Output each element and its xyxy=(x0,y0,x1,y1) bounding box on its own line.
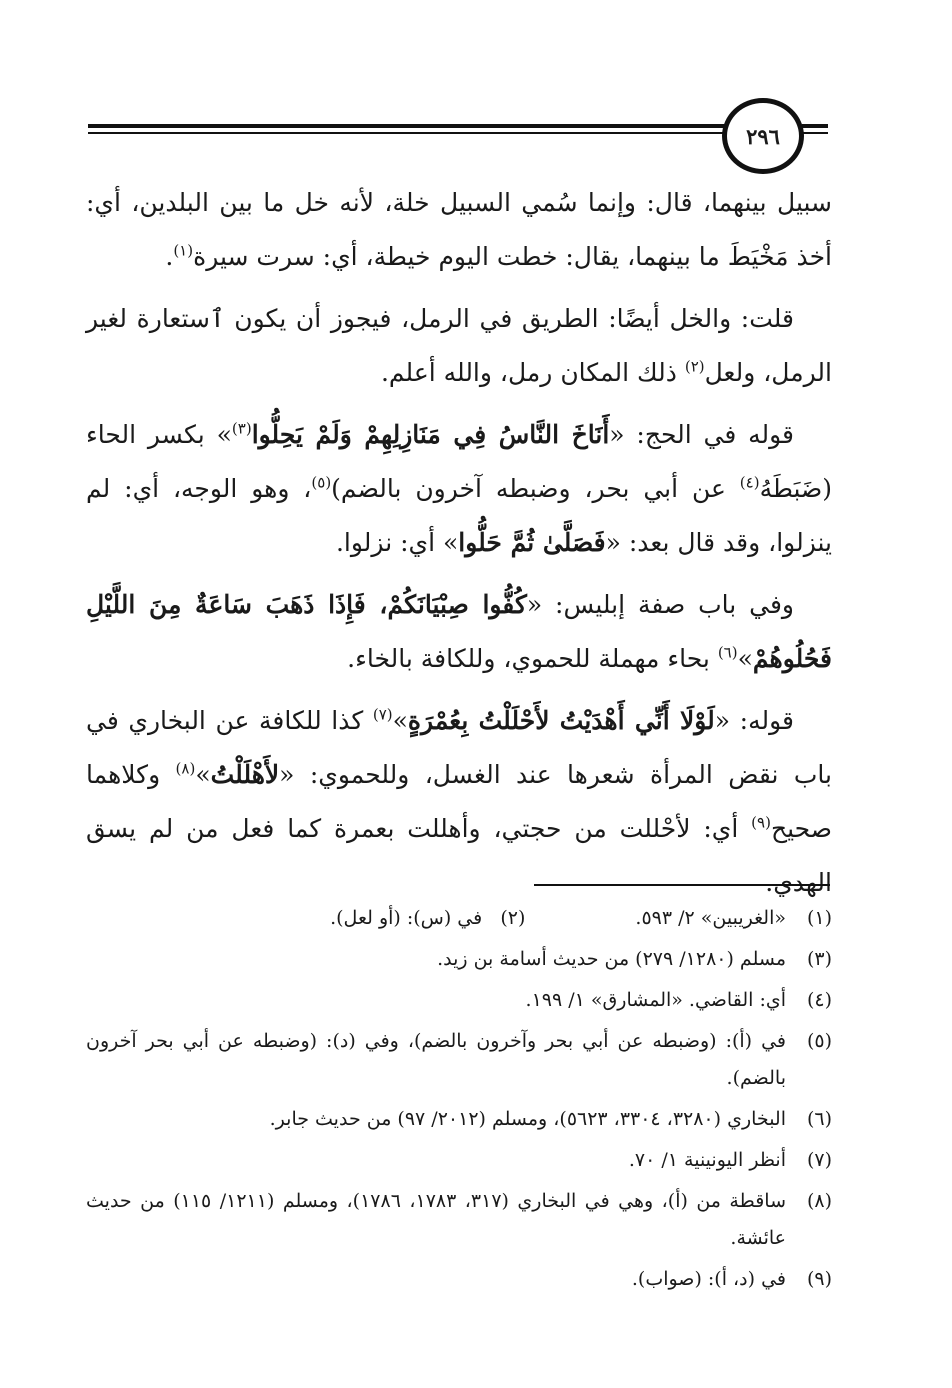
footnote-5 xyxy=(86,1023,832,1097)
footnote-number: (٣) xyxy=(806,948,832,970)
footnote-number: (٧) xyxy=(806,1149,832,1171)
footnote-ref[interactable]: (٢) xyxy=(684,357,705,376)
footnote-ref[interactable]: (٦) xyxy=(717,643,738,662)
paragraph-5: قوله: «لَوْلَا أَنِّي أَهْدَيْتُ لأَحْلَلْتُ بِعُمْرَةٍ»$^{(٧)}$ كذا للكافة عن البخاري في باب نقض المرأة شعرها عند الغسل، وللحموي: «لأَهْلَلْتُ»$^{(٨)}$ وكلاهما صحيح$^{(٩)}$ أي: لأحْللت من حجتي، وأهللت بعمرة كما فعل من لم يسق الهدي. xyxy=(86,705,832,897)
footnote-8 xyxy=(86,1183,832,1257)
hadith-quote: فَصَلَّىٰ ثُمَّ حَلُّوا xyxy=(458,528,606,557)
paragraph-2: قلت: والخل أيضًا: الطريق في الرمل، فيجوز أن يكون ٱستعارة لغير الرمل، ولعل$^{(٢)}$ ذلك المكان رمل، والله أعلم. xyxy=(86,304,832,387)
header-rule-thin xyxy=(88,132,728,134)
hadith-quote: أَنَاخَ النَّاسُ فِي مَنَازِلِهِمْ وَلَمْ يَحِلُّوا xyxy=(251,420,610,449)
footnote-7 xyxy=(86,1142,832,1179)
footnote-ref[interactable]: (٥) xyxy=(311,473,332,492)
hadith-quote: لأَهْلَلْتُ xyxy=(210,760,280,789)
footnote-ref[interactable]: (١) xyxy=(173,241,194,260)
footnote-ref[interactable]: (٧) xyxy=(372,705,393,724)
footnote-ref[interactable]: (٩) xyxy=(751,813,771,832)
footnote-text: البخاري (٣٢٨٠، ٣٣٠٤، ٥٦٢٣)، ومسلم (٢٠١٢/ ٩٧) من حديث جابر. xyxy=(269,1108,786,1130)
footnotes xyxy=(86,900,832,1302)
footnote-1-2 xyxy=(86,900,832,937)
footnote-4 xyxy=(86,982,832,1019)
footnote-ref[interactable]: (٣) xyxy=(231,419,252,438)
header-rule-stub-thin xyxy=(802,132,828,134)
footnote-text: مسلم (١٢٨٠/ ٢٧٩) من حديث أسامة بن زيد. xyxy=(437,948,786,970)
footnote-number: (٩) xyxy=(806,1268,832,1290)
header-rule-thick xyxy=(88,124,728,128)
paragraph-3: قوله في الحج: «أَنَاخَ النَّاسُ فِي مَنَازِلِهِمْ وَلَمْ يَحِلُّوا$^{(٣)}$» بكسر الحاء (ضَبَطَهُ$^{(٤)}$ عن أبي بحر، وضبطه آخرون بالضم)$^{(٥)}$، وهو الوجه، أي: لم ينزلوا، وقد قال بعد: «فَصَلَّىٰ ثُمَّ حَلُّوا» أي: نزلوا. xyxy=(86,419,832,557)
paragraph-4: وفي باب صفة إبليس: «كُفُّوا صِبْيَانَكُمْ، فَإِذَا ذَهَبَ سَاعَةٌ مِنَ اللَّيْلِ فَحُلُوهُمْ»$^{(٦)}$ بحاء مهملة للحموي، وللكافة بالخاء. xyxy=(86,590,832,673)
footnote-text: أنظر اليونينية ١/ ٧٠. xyxy=(628,1149,786,1171)
footnote-number: (٢) xyxy=(500,907,526,929)
hadith-quote: لَوْلَا أَنِّي أَهْدَيْتُ لأَحْلَلْتُ بِعُمْرَةٍ xyxy=(407,706,715,735)
footnote-number: (٤) xyxy=(806,989,832,1011)
footnote-9 xyxy=(86,1261,832,1298)
footnote-6 xyxy=(86,1101,832,1138)
footnote-text: في (أ): (وضبطه عن أبي بحر وآخرون بالضم)، وفي (د): (وضبطه عن أبي بحر آخرون بالضم). xyxy=(86,1030,786,1089)
footnote-number: (٨) xyxy=(806,1190,832,1212)
footnote-ref[interactable]: (٨) xyxy=(175,759,196,778)
footnote-text: «الغريبين» ٢/ ٥٩٣. xyxy=(635,907,786,929)
footnote-number: (٥) xyxy=(806,1030,832,1052)
footnote-3 xyxy=(86,941,832,978)
footnote-number: (٦) xyxy=(806,1108,832,1130)
page-header xyxy=(0,98,952,188)
hadith-quote: كُفُّوا صِبْيَانَكُمْ، فَإِذَا ذَهَبَ سَاعَةٌ مِنَ اللَّيْلِ فَحُلُوهُمْ xyxy=(86,590,832,673)
header-rule-stub-thick xyxy=(802,124,828,128)
footnote-text: في (د، أ): (صواب). xyxy=(631,1268,786,1290)
main-text xyxy=(86,176,832,918)
footnote-number: (١) xyxy=(806,907,832,929)
paragraph-1: سبيل بينهما، قال: وإنما سُمي السبيل خلة، لأنه خل ما بين البلدين، أي: أخذ مَخْيَطَ ما بينهما، يقال: خطت اليوم خيطة، أي: سرت سيرة$^{(١)}$. xyxy=(86,188,832,271)
footnote-text: في (س): (أو لعل). xyxy=(330,907,483,929)
footnote-text: ساقطة من (أ)، وهي في البخاري (٣١٧، ١٧٨٣، ١٧٨٦)، ومسلم (١٢١١/ ١١٥) من حديث عائشة. xyxy=(86,1190,786,1249)
footnote-ref[interactable]: (٤) xyxy=(739,473,760,492)
footnote-text: أي: القاضي. «المشارق» ١/ ١٩٩. xyxy=(525,989,786,1011)
footnote-separator xyxy=(534,884,830,886)
page-number: ٢٩٦ xyxy=(722,98,804,174)
